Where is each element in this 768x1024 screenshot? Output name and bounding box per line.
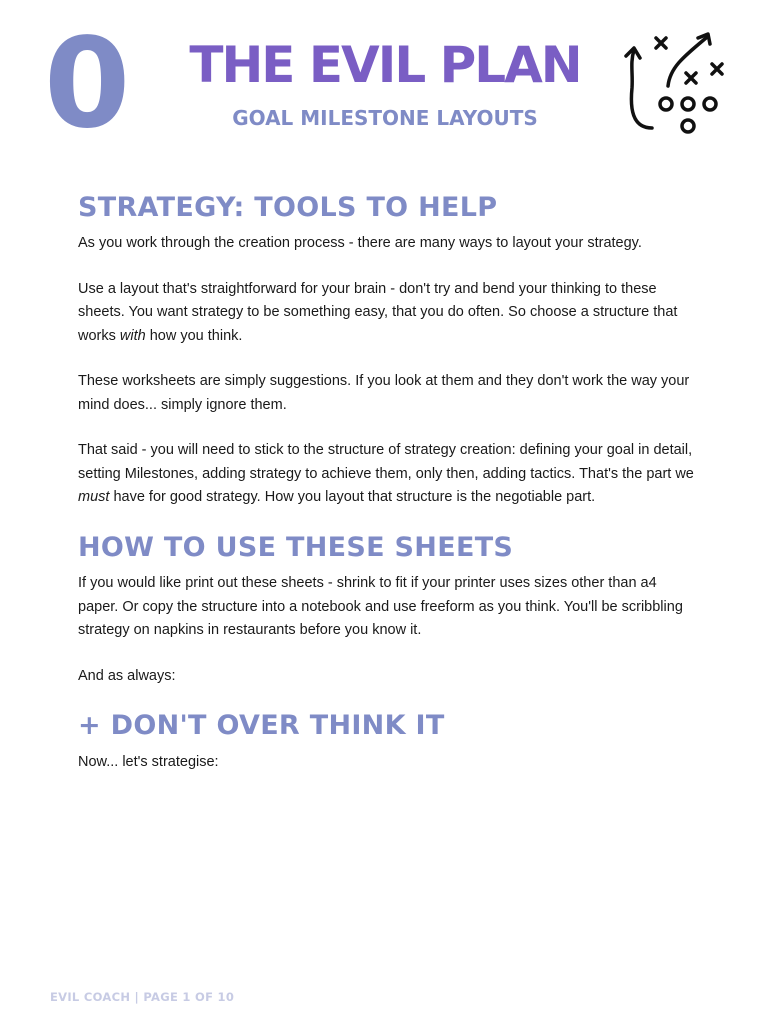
paragraph: These worksheets are simply suggestions. If you look at them and they don't work the way your mind does... simply ignore them. — [78, 373, 690, 413]
page-number-graphic: 0 — [44, 12, 131, 156]
paragraph: Use a layout that's straightforward for your brain - don't try and bend your thinking to these sheets. You want strategy to be something easy, that you do often. So choose a structure that works with how you think. — [78, 280, 678, 344]
section-heading-strategy-tools: STRATEGY: TOOLS TO HELP — [78, 192, 498, 223]
page-subtitle: GOAL MILESTONE LAYOUTS — [232, 106, 538, 130]
main-content — [78, 192, 698, 796]
paragraph: That said - you will need to stick to the structure of strategy creation: defining your goal in detail, setting Milestones, adding strategy to achieve them, only then, adding tactics. That's the part we must have for good strategy. How you layout that structure is the negotiable part. — [78, 442, 694, 506]
paragraph: If you would like print out these sheets - shrink to fit if your printer uses sizes other than a4 paper. Or copy the structure into a notebook and use freeform as you think. You'll be scribbling strategy on napkins in restaurants before you know it. — [78, 575, 683, 639]
page-footer: EVIL COACH | PAGE 1 OF 10 — [50, 990, 235, 1004]
page-title: THE EVIL PLAN — [189, 36, 581, 94]
paragraph: And as always: — [78, 667, 176, 684]
section-heading-dont-overthink: + DON'T OVER THINK IT — [78, 710, 445, 742]
paragraph: As you work through the creation process - there are many ways to layout your strategy. — [78, 235, 642, 252]
section-heading-how-to-use: HOW TO USE THESE SHEETS — [78, 531, 514, 563]
football-play-diagram-icon — [620, 28, 732, 140]
paragraph: Now... let's strategise: — [78, 753, 219, 770]
emphasis-text: must — [78, 489, 110, 506]
emphasis-text: with — [119, 327, 146, 344]
